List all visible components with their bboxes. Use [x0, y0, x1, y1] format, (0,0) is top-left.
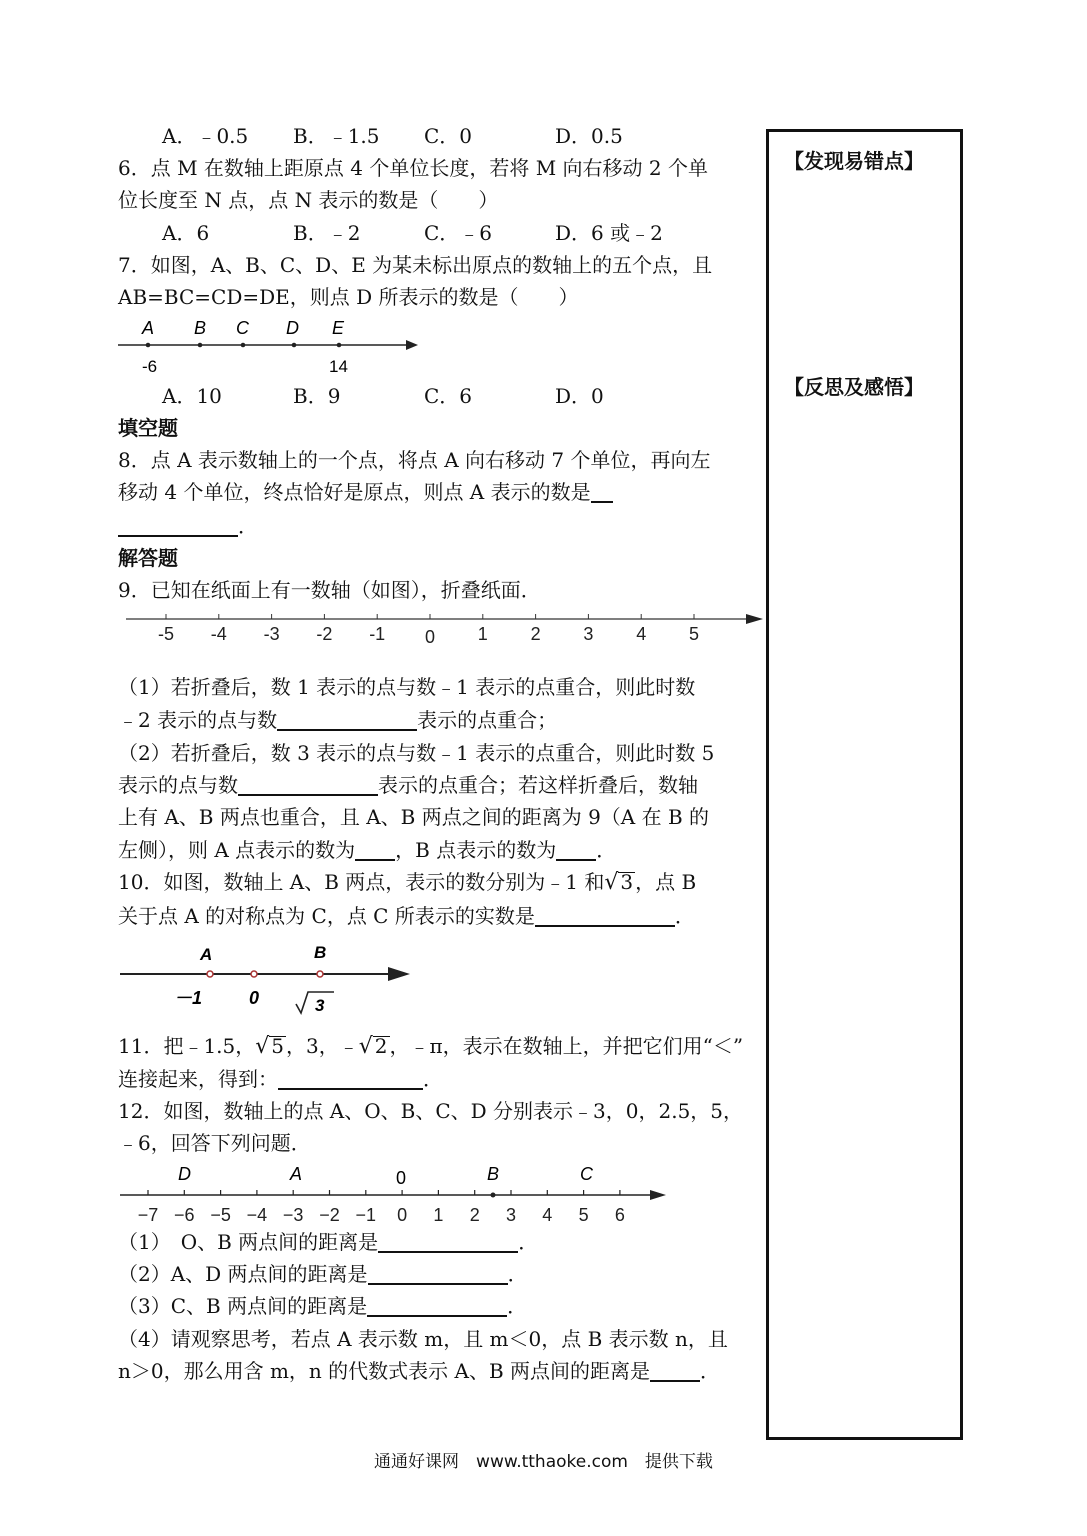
q8-text-line2-label: 移动 4 个单位，终点恰好是原点，则点 A 表示的数是	[118, 480, 591, 504]
q12-tick-label: −3	[282, 1205, 304, 1225]
q12-sub1	[118, 1231, 538, 1253]
q10-label-b: B	[314, 943, 327, 962]
q10-label-a: A	[200, 945, 213, 964]
q12-sub2-b: ．	[507, 1262, 528, 1286]
q7-point-label-d: D	[286, 318, 299, 338]
q11-line1-a: 11．把﹣1.5，	[118, 1034, 256, 1058]
q7-value-right: 14	[329, 357, 348, 376]
q12-tick-label: −7	[137, 1205, 159, 1225]
q9-tick-label: 1	[477, 624, 488, 644]
sqrt-sign-icon: √	[358, 1034, 373, 1059]
q12-sub4-line2-a: n＞0，那么用含 m，n 的代数式表示 A、B 两点间的距离是	[118, 1359, 651, 1383]
q7-option-b: B．9	[293, 384, 341, 408]
q9-part1-blank[interactable]	[277, 709, 417, 731]
q12-tick-label: −6	[174, 1205, 195, 1225]
q10-line1-b: ，点 B	[635, 870, 697, 894]
q12-sub1-b: ．	[518, 1230, 539, 1254]
q12-tick-label: 5	[578, 1205, 589, 1225]
q12-tick-label: 2	[469, 1205, 480, 1225]
q9-part2-line4-b: ，B 点表示的数为	[395, 838, 557, 862]
q7-point-label-b: B	[194, 318, 207, 338]
q10-sqrt3-radicand: 3	[620, 870, 634, 894]
q7-point-label-a: A	[142, 318, 155, 338]
q9-part2-line2-b: 表示的点重合；若这样折叠后，数轴	[378, 773, 698, 797]
q9-part2-line4-c: ．	[596, 838, 617, 862]
q9-part2-line1: （2）若折叠后，数 3 表示的点与数﹣1 表示的点重合，则此时数 5	[118, 741, 715, 765]
section-heading-fill: 填空题	[118, 416, 178, 440]
q12-sub4-line1: （4）请观察思考，若点 A 表示数 m，且 m＜0，点 B 表示数 n，且	[118, 1327, 728, 1351]
q11-text-line1	[118, 1035, 743, 1058]
q10-line2-b: ．	[674, 904, 695, 928]
q12-sub4-line2-b: ．	[700, 1359, 721, 1383]
q12-tick-label: −5	[210, 1205, 231, 1225]
q11-line1-c: ，﹣π，表示在数轴上，并把它们用“＜”	[389, 1034, 744, 1058]
q9-part1-line2-b: 表示的点重合；	[417, 708, 558, 732]
q7-text-line2: AB=BC=CD=DE，则点 D 所表示的数是（ ）	[118, 285, 579, 309]
q11-line2-a: 连接起来，得到：	[118, 1067, 278, 1091]
q11-answer-blank[interactable]	[278, 1068, 423, 1090]
q7-option-a: A．10	[162, 384, 222, 408]
q9-tick-label: 0	[424, 627, 436, 647]
q10-value-sqrt3: 3	[315, 996, 325, 1015]
q7-number-line	[118, 312, 428, 377]
q9-part2-blank-b[interactable]	[556, 839, 596, 861]
q6-text-line2: 位长度至 N 点，点 N 表示的数是（ ）	[118, 188, 499, 212]
q12-tick-label: 1	[433, 1205, 444, 1225]
q9-part2-line3: 上有 A、B 两点也重合，且 A、B 两点之间的距离为 9（A 在 B 的	[118, 805, 710, 829]
q12-tick-label: 6	[614, 1205, 625, 1225]
q6-option-c: C．﹣6	[424, 221, 493, 245]
q9-tick-label: 4	[636, 624, 647, 644]
q9-part1-line1: （1）若折叠后，数 1 表示的点与数﹣1 表示的点重合，则此时数	[118, 675, 696, 699]
q8-text-line1: 8．点 A 表示数轴上的一个点，将点 A 向右移动 7 个单位，再向左	[118, 448, 711, 472]
q8-answer-blank-part1[interactable]	[591, 481, 613, 503]
q12-label-d: D	[178, 1164, 191, 1184]
q9-tick-label: 5	[688, 624, 700, 644]
q9-tick-label: -4	[210, 624, 227, 644]
q10-value-minus-one: －1	[174, 988, 203, 1008]
q10-line1-a: 10．如图，数轴上 A、B 两点，表示的数分别为﹣1 和	[118, 870, 605, 894]
q8-end-punct: ．	[238, 514, 258, 538]
q11-sqrt5-radicand: 5	[271, 1034, 285, 1058]
q9-tick-label: 2	[530, 624, 541, 644]
q5-option-a: A．﹣0.5	[162, 124, 249, 148]
q11-text-line2	[118, 1068, 443, 1090]
q12-label-o: 0	[396, 1168, 407, 1188]
q10-line2-a: 关于点 A 的对称点为 C，点 C 所表示的实数是	[118, 904, 535, 928]
q12-tick-label: 3	[505, 1205, 517, 1225]
q9-part1-line2	[118, 709, 557, 731]
q9-tick-label: -2	[316, 624, 333, 644]
q9-part2-line2	[118, 774, 698, 796]
q12-sub2-a: （2）A、D 两点间的距离是	[118, 1262, 368, 1286]
q9-text-line1: 9．已知在纸面上有一数轴（如图），折叠纸面．	[118, 578, 541, 602]
q9-tick-label: 3	[583, 624, 594, 644]
sidebar-heading-reflection: 【反思及感悟】	[784, 375, 924, 399]
q9-tick-label: -3	[263, 624, 280, 644]
q7-option-c: C．6	[424, 384, 473, 408]
q11-sqrt2-radicand: 2	[374, 1034, 388, 1058]
q12-sub3-a: （3）C、B 两点间的距离是	[118, 1294, 368, 1318]
q9-part2-blank-1[interactable]	[238, 774, 378, 796]
q12-sub4-blank[interactable]	[650, 1360, 700, 1382]
q9-tick-label: -1	[369, 624, 386, 644]
q6-option-b: B．﹣2	[293, 221, 361, 245]
q8-answer-blank-part2[interactable]	[118, 515, 238, 537]
q12-tick-label: 0	[397, 1205, 408, 1225]
q8-text-line2	[118, 481, 613, 503]
q6-text-line1: 6．点 M 在数轴上距原点 4 个单位长度，若将 M 向右移动 2 个单	[118, 156, 708, 180]
q9-part2-blank-a[interactable]	[355, 839, 395, 861]
q7-point-label-e: E	[332, 318, 345, 338]
q9-tick-label: -5	[157, 624, 175, 644]
q10-text-line2	[118, 905, 695, 927]
q9-part2-line4	[118, 839, 616, 861]
q12-label-b: B	[487, 1164, 500, 1184]
q12-number-line	[118, 1160, 678, 1226]
q12-text-line1: 12．如图，数轴上的点 A、O、B、C、D 分别表示﹣3，0，2.5，5，	[118, 1099, 744, 1123]
q6-option-a: A．6	[162, 221, 210, 245]
q11-line1-b: ，3，﹣	[286, 1034, 359, 1058]
page-footer: 通通好课网 www.tthaoke.com 提供下载	[374, 1452, 713, 1472]
q11-line2-b: ．	[423, 1067, 443, 1091]
q9-part1-line2-a: ﹣2 表示的点与数	[118, 708, 278, 732]
q6-option-d: D．6 或﹣2	[555, 221, 663, 245]
q7-point-label-c: C	[236, 318, 249, 338]
section-heading-answer: 解答题	[118, 546, 178, 570]
q12-sub1-blank[interactable]	[378, 1231, 518, 1253]
q5-option-b: B．﹣1.5	[293, 124, 380, 148]
q12-sub2-blank[interactable]	[368, 1263, 508, 1285]
q12-text-line2: ﹣6，回答下列问题．	[118, 1131, 311, 1155]
q12-tick-label: −2	[319, 1205, 340, 1225]
q12-label-a: A	[290, 1164, 303, 1184]
q7-value-left: -6	[142, 357, 158, 376]
q10-text-line1	[118, 871, 696, 894]
q7-text-line1: 7．如图，A、B、C、D、E 为某未标出原点的数轴上的五个点，且	[118, 253, 713, 277]
sidebar-heading-mistakes: 【发现易错点】	[784, 149, 924, 173]
sqrt-sign-icon: √	[604, 870, 619, 895]
q10-answer-blank[interactable]	[535, 905, 675, 927]
q12-sub3	[118, 1295, 527, 1317]
q5-option-d: D．0.5	[555, 124, 623, 148]
notes-sidebar-box	[766, 129, 963, 1440]
q12-sub2	[118, 1263, 528, 1285]
q12-label-c: C	[580, 1164, 593, 1184]
q7-option-d: D．0	[555, 384, 604, 408]
q12-tick-label: 4	[542, 1205, 553, 1225]
q10-value-zero: 0	[249, 988, 260, 1008]
q10-number-line	[118, 936, 418, 1021]
q12-tick-label: −1	[355, 1205, 377, 1225]
q12-sub1-a: （1） O、B 两点间的距离是	[118, 1230, 379, 1254]
q12-sub3-blank[interactable]	[367, 1295, 507, 1317]
q5-option-c: C．0	[424, 124, 473, 148]
q9-number-line	[118, 605, 768, 655]
q9-part2-line4-a: 左侧），则 A 点表示的数为	[118, 838, 356, 862]
q8-text-line3	[118, 515, 258, 537]
q12-tick-label: −4	[246, 1205, 268, 1225]
q9-part2-line2-a: 表示的点与数	[118, 773, 238, 797]
sqrt-sign-icon: √	[255, 1034, 270, 1059]
q12-sub4-line2	[118, 1360, 720, 1382]
q12-sub3-b: ．	[507, 1294, 528, 1318]
q12-point-b-dot	[491, 1193, 496, 1198]
